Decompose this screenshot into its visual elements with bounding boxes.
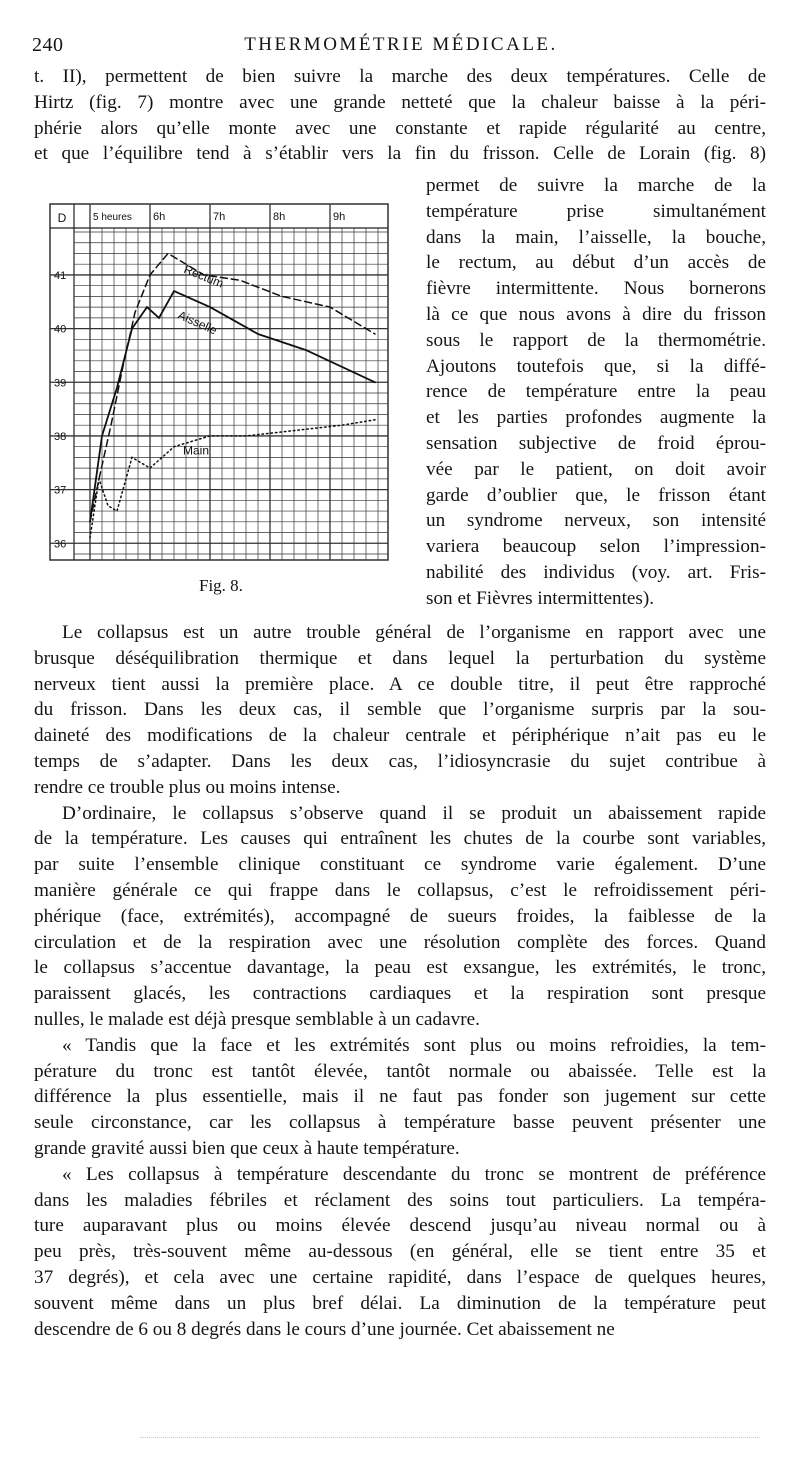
page-footer-rule — [140, 1437, 760, 1444]
text-line: permet de suivre la marche de la — [426, 175, 766, 196]
text-line: pérature du tronc est tantôt élevée, tantôt normale ou abaissée. Telle est la — [34, 1060, 766, 1082]
text-line: Hirtz (fig. 7) montre avec une grande netteté que la chaleur baisse à la péri- — [34, 91, 766, 113]
text-line: manière générale ce qui frappe dans le collapsus, c’est le refroidissement péri- — [34, 879, 766, 901]
text-line: sensation subjective de froid éprou- — [426, 432, 766, 454]
text-line: seule circonstance, car les collapsus à température basse peuvent présenter une — [34, 1112, 766, 1134]
text-line: phérique (face, extrémités), accompagné de sueurs froides, la faiblesse de la — [34, 905, 766, 927]
text-line: Le collapsus est un autre trouble général de l’organisme en rapport avec une — [62, 622, 766, 643]
text-line: son et Fièvres intermittentes). — [426, 587, 655, 609]
lower-text-block — [34, 620, 766, 1342]
temperature-tick-label: 39 — [54, 377, 67, 390]
hour-tick-label: 6h — [153, 211, 166, 223]
hour-tick-label: 5 heures — [93, 212, 132, 223]
figure-caption: Fig. 8. — [199, 576, 243, 595]
temperature-tick-label: 40 — [54, 323, 67, 336]
running-title: THERMOMÉTRIE MÉDICALE. — [244, 34, 558, 55]
text-line: brusque déséquilibration thermique et dans lequel la perturbation du système — [34, 647, 766, 669]
series-line-rectum — [90, 254, 375, 522]
text-line: « Les collapsus à température descendante du tronc se montrent de préférence — [62, 1163, 766, 1185]
text-line: vée par le patient, on doit avoir — [426, 458, 766, 480]
temperature-tick-label: 37 — [54, 484, 67, 497]
text-line: peu près, très-souvent même au-dessous (en général, elle se tient entre 35 et — [34, 1241, 766, 1263]
text-line: temps de s’adapter. Dans les deux cas, l’idiosyncrasie du sujet contribue à — [34, 750, 766, 772]
temperature-chart-svg — [46, 200, 392, 576]
text-line: variera beaucoup selon l’impression- — [426, 536, 766, 558]
series-label-aisselle: Aisselle — [175, 307, 220, 338]
text-line: descendre de 6 ou 8 degrés dans le cours d’une journée. Cet abaissement ne — [34, 1318, 615, 1340]
text-line: du frisson. Dans les deux cas, il semble que l’organisme surpris par la sou- — [34, 699, 766, 721]
page-number: 240 — [32, 34, 64, 56]
text-line: fièvre intermittente. Nous bornerons — [426, 278, 766, 300]
temperature-chart — [46, 200, 392, 576]
text-line: circulation et de la respiration avec une résolution complète des forces. Quand — [34, 931, 766, 953]
text-line: le rectum, au début d’un accès de — [426, 252, 766, 274]
text-line: t. II), permettent de bien suivre la marche des deux températures. Celle de — [34, 66, 766, 87]
temperature-tick-label: 41 — [54, 269, 67, 282]
text-line: rence de température entre la peau — [426, 381, 766, 403]
text-line: et que l’équilibre tend à s’établir vers la fin du frisson. Celle de Lorain (fig. 8) — [34, 143, 766, 165]
text-line: nabilité des individus (voy. art. Fris- — [426, 561, 766, 583]
side-text-column — [426, 173, 766, 612]
text-line: Ajoutons toutefois que, si la diffé- — [426, 355, 766, 377]
series-label-main: Main — [183, 443, 210, 458]
text-line: différence la plus essentielle, mais il ne faut pas fonder son jugement sur cette — [34, 1086, 766, 1108]
text-line: D’ordinaire, le collapsus s’observe quand il se produit un abaissement rapide — [62, 802, 766, 824]
page-header — [32, 34, 770, 60]
text-line: 37 degrés), et cela avec une certaine rapidité, dans l’espace de quelques heures, — [34, 1266, 766, 1288]
text-line: rendre ce trouble plus ou moins intense. — [34, 776, 341, 798]
text-line: et les parties profondes augmente la — [426, 407, 766, 429]
text-line: ture auparavant plus ou moins élevée descend jusqu’au niveau normal ou à — [34, 1215, 766, 1237]
hour-tick-label: 9h — [333, 211, 346, 223]
top-text-block — [34, 64, 766, 167]
text-line: garde d’oublier que, le frisson étant — [426, 484, 766, 506]
text-line: grande gravité aussi bien que ceux à haute température. — [34, 1137, 460, 1159]
text-line: le collapsus s’accentue davantage, la peau est exsangue, les extrémités, le tronc, — [34, 957, 766, 979]
text-line: par suite l’ensemble clinique constituant ce syndrome varie également. D’une — [34, 854, 766, 876]
text-line: température prise simultanément — [426, 200, 766, 222]
text-line: paraissent glacés, les contractions cardiaques et la respiration sont presque — [34, 983, 766, 1005]
text-line: daineté des modifications de la chaleur centrale et périphérique n’ait pas eu le — [34, 725, 766, 747]
text-line: phérie alors qu’elle monte avec une constante et rapide régularité au centre, — [34, 117, 766, 139]
temperature-tick-label: 38 — [54, 430, 67, 443]
text-line: un syndrome nerveux, son intensité — [426, 510, 766, 532]
text-line: nulles, le malade est déjà presque semblable à un cadavre. — [34, 1008, 480, 1030]
text-line: là ce que nous avons à dire du frisson — [426, 303, 766, 325]
text-line: nerveux tient aussi la première place. A ce double titre, il peut être rapproché — [34, 673, 766, 695]
text-line: sous le rapport de la thermométrie. — [426, 329, 766, 351]
series-label-rectum: Rectum — [181, 262, 226, 291]
temperature-tick-label: 36 — [54, 538, 67, 551]
text-line: dans la main, l’aisselle, la bouche, — [426, 226, 766, 248]
text-line: souvent même dans un plus bref délai. La diminution de la température peut — [34, 1292, 766, 1314]
hour-tick-label: 8h — [273, 211, 286, 223]
text-line: « Tandis que la face et les extrémités sont plus ou moins refroidies, la tem- — [62, 1034, 766, 1056]
hour-tick-label: 7h — [213, 211, 226, 223]
corner-label: D — [57, 211, 67, 225]
text-line: de la température. Les causes qui entraînent les chutes de la courbe sont variables, — [34, 828, 766, 850]
text-line: dans les maladies fébriles et réclament des soins tout particuliers. La tempéra- — [34, 1189, 766, 1211]
